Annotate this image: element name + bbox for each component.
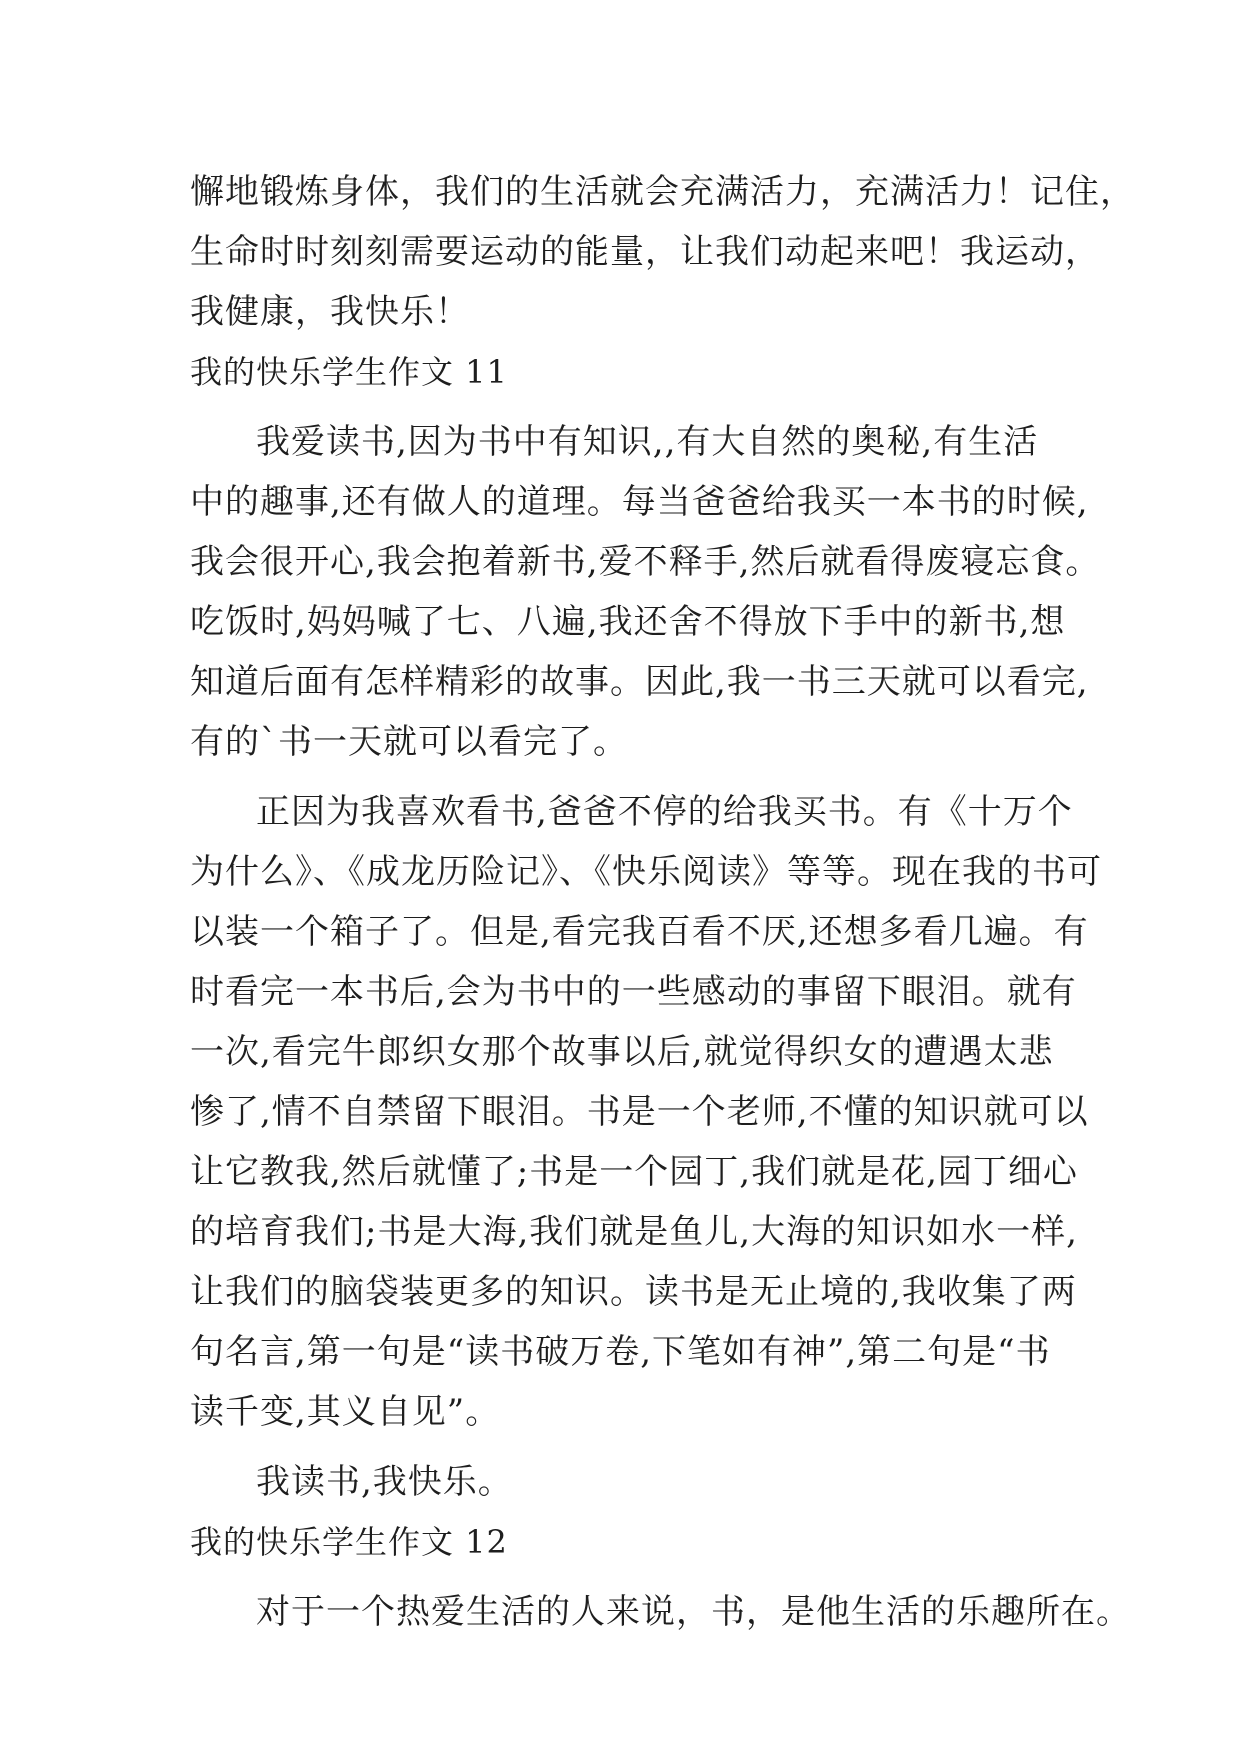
spacer xyxy=(190,772,1070,782)
paragraph-line: 让它教我,然后就懂了;书是一个园丁,我们就是花,园丁细心 xyxy=(190,1152,1078,1192)
paragraph-line: 我爱读书,因为书中有知识,,有大自然的奥秘,有生活 xyxy=(256,422,1039,462)
paragraph-line: 时看完一本书后,会为书中的一些感动的事留下眼泪。就有 xyxy=(190,972,1077,1012)
spacer xyxy=(190,1572,1070,1582)
paragraph-line: 正因为我喜欢看书,爸爸不停的给我买书。有《十万个 xyxy=(256,792,1073,832)
paragraph-line: 吃饭时,妈妈喊了七、八遍,我还舍不得放下手中的新书,想 xyxy=(190,602,1066,642)
paragraph-line: 有的`书一天就可以看完了。 xyxy=(190,722,628,762)
paragraph-line: 让我们的脑袋装更多的知识。读书是无止境的,我收集了两 xyxy=(190,1272,1077,1312)
paragraph-line: 读千变,其义自见”。 xyxy=(190,1392,501,1432)
paragraph-line: 我读书,我快乐。 xyxy=(256,1462,513,1502)
paragraph-line: 一次,看完牛郎织女那个故事以后,就觉得织女的遭遇太悲 xyxy=(190,1032,1054,1072)
paragraph-line: 我会很开心,我会抱着新书,爱不释手,然后就看得废寝忘食。 xyxy=(190,542,1101,582)
paragraph-line: 以装一个箱子了。但是,看完我百看不厌,还想多看几遍。有 xyxy=(190,912,1089,952)
paragraph-line: 句名言,第一句是“读书破万卷,下笔如有神”,第二句是“书 xyxy=(190,1332,1051,1372)
spacer xyxy=(190,402,1070,412)
paragraph-line: 为什么》、《成龙历险记》、《快乐阅读》等等。现在我的书可 xyxy=(190,852,1102,892)
paragraph-line: 的培育我们;书是大海,我们就是鱼儿,大海的知识如水一样, xyxy=(190,1212,1078,1252)
spacer xyxy=(190,1442,1070,1452)
document-body xyxy=(190,162,1135,1642)
section-heading-11: 我的快乐学生作文 11 xyxy=(190,353,508,391)
paragraph-line: 知道后面有怎样精彩的故事。因此,我一书三天就可以看完, xyxy=(190,662,1089,702)
text-line: 懈地锻炼身体，我们的生活就会充满活力，充满活力！记住， xyxy=(190,172,1135,212)
paragraph-line: 对于一个热爱生活的人来说，书，是他生活的乐趣所在。 xyxy=(256,1592,1131,1632)
section-heading-12: 我的快乐学生作文 12 xyxy=(190,1523,508,1561)
paragraph-line: 中的趣事,还有做人的道理。每当爸爸给我买一本书的时候, xyxy=(190,482,1089,522)
text-line: 我健康，我快乐！ xyxy=(190,292,470,332)
paragraph-line: 惨了,情不自禁留下眼泪。书是一个老师,不懂的知识就可以 xyxy=(190,1092,1089,1132)
text-line: 生命时时刻刻需要运动的能量，让我们动起来吧！我运动， xyxy=(190,232,1100,272)
